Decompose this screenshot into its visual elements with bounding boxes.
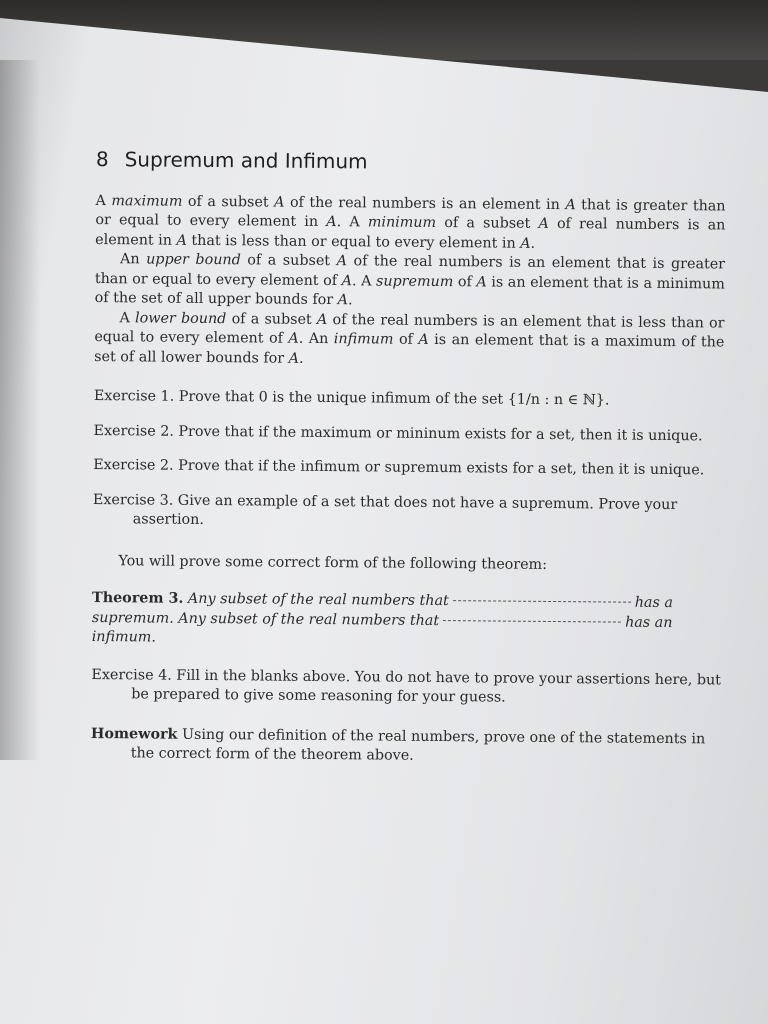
theorem-part-2: has a supremum. Any subset of the real numbers that: [91, 594, 673, 629]
exercise-3: Exercise 3. Give an example of a set that does not have a supremum. Prove your assertion.: [92, 491, 678, 528]
homework-label: Homework: [90, 725, 178, 743]
emphasis-term: A: [341, 272, 353, 289]
emphasis-term: minimum: [367, 214, 437, 231]
emphasis-term: A: [288, 350, 300, 367]
theorem-part-1: Any subset of the real numbers that: [187, 590, 449, 610]
emphasis-term: A: [520, 235, 531, 252]
definition-lower-bound-infimum: A lower bound of a subset A of the real numbers is an element that is less than or equal to every element of A. An infimum of A is an element that is a maximum of the set of all lower bounds for A.: [94, 309, 725, 367]
emphasis-term: maximum: [111, 192, 183, 210]
emphasis-term: A: [326, 214, 337, 231]
emphasis-term: A: [288, 330, 299, 347]
theorem-label: Theorem 3.: [92, 589, 184, 607]
theorem-blank-1[interactable]: [453, 600, 631, 603]
exercise-2b: Exercise 2. Prove that if the infimum or supremum exists for a set, then it is unique.: [93, 456, 705, 479]
theorem-blank-2[interactable]: [443, 620, 621, 623]
prove-intro: You will prove some correct form of the following theorem:: [118, 552, 548, 573]
emphasis-term: upper bound: [146, 251, 241, 269]
theorem-3: [92, 589, 722, 653]
definition-upper-bound-supremum: An upper bound of a subset A of the real numbers is an element that is greater than or equal to every element of A. A supremum of A is an element that is a minimum of the set of all upper bounds for A.: [94, 251, 726, 309]
emphasis-term: A: [476, 273, 487, 290]
exercise-2a: Exercise 2. Prove that if the maximum or mininum exists for a set, then it is unique.: [93, 422, 703, 444]
section-heading: [95, 147, 726, 175]
emphasis-term: A: [418, 331, 429, 348]
emphasis-term: A: [316, 311, 328, 328]
emphasis-term: A: [337, 292, 349, 309]
homework: [91, 724, 721, 768]
emphasis-term: A: [274, 194, 285, 211]
emphasis-term: A: [176, 232, 187, 249]
emphasis-term: A: [336, 253, 348, 270]
homework-text: Using our definition of the real numbers, prove one of the statements in the correct form of the theorem above.: [130, 726, 706, 764]
section-number: 8: [95, 147, 109, 172]
emphasis-term: A: [538, 215, 549, 232]
exercise-1: Exercise 1. Prove that 0 is the unique infimum of the set {1/n : n ∈ ℕ}.: [93, 387, 610, 409]
definition-maximum-minimum: A maximum of a subset A of the real numbers is an element in A that is greater than or equal to every element in A. A minimum of a subset A of real numbers is an element in A that is less than or equal to every element in A.: [95, 192, 726, 252]
document-content: [90, 147, 726, 769]
theorem-part-3: has an infimum.: [91, 614, 673, 646]
exercise-4: Exercise 4. Fill in the blanks above. You do not have to prove your assertions here, but be prepared to give some reasoning for your guess.: [91, 666, 722, 706]
emphasis-term: A: [565, 196, 576, 213]
emphasis-term: infimum: [333, 331, 394, 348]
emphasis-term: supremum: [375, 272, 454, 290]
emphasis-term: lower bound: [135, 309, 227, 327]
section-title: Supremum and Infimum: [124, 147, 368, 174]
